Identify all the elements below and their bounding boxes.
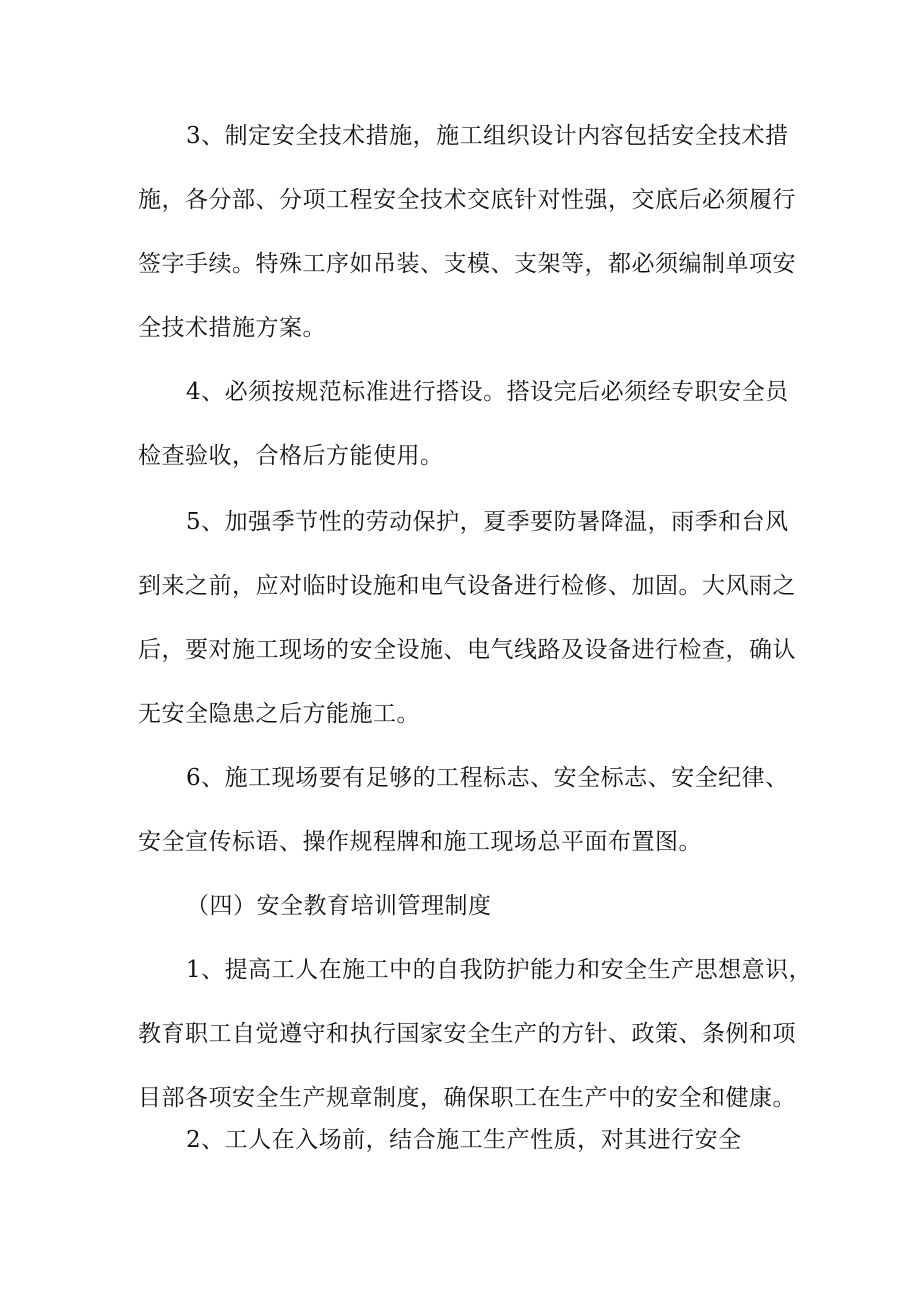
paragraph-5-line-2: 到来之前，应对临时设施和电气设备进行检修、加固。大风雨之 xyxy=(138,573,796,599)
paragraph-6-line-2: 安全宣传标语、操作规程牌和施工现场总平面布置图。 xyxy=(138,829,702,855)
paragraph-3-line-2: 施，各分部、分项工程安全技术交底针对性强，交底后必须履行 xyxy=(138,187,796,213)
paragraph-1-line-2: 教育职工自觉遵守和执行国家安全生产的方针、政策、条例和项 xyxy=(138,1021,796,1047)
paragraph-3-line-1: 3、制定安全技术措施，施工组织设计内容包括安全技术措 xyxy=(186,123,789,149)
paragraph-5-line-3: 后，要对施工现场的安全设施、电气线路及设备进行检查，确认 xyxy=(138,637,796,663)
paragraph-1-line-1: 1、提高工人在施工中的自我防护能力和安全生产思想意识， xyxy=(186,957,813,983)
section-heading: （四）安全教育培训管理制度 xyxy=(186,893,492,919)
paragraph-3-line-3: 签字手续。特殊工序如吊装、支模、支架等，都必须编制单项安 xyxy=(138,251,796,277)
paragraph-2-line-1: 2、工人在入场前，结合施工生产性质，对其进行安全 xyxy=(186,1127,742,1153)
paragraph-6-line-1: 6、施工现场要有足够的工程标志、安全标志、安全纪律、 xyxy=(186,765,789,791)
paragraph-1-line-3: 目部各项安全生产规章制度，确保职工在生产中的安全和健康。 xyxy=(138,1085,796,1111)
paragraph-4-line-1: 4、必须按规范标准进行搭设。搭设完后必须经专职安全员 xyxy=(186,379,789,405)
paragraph-5-line-1: 5、加强季节性的劳动保护，夏季要防暑降温，雨季和台风 xyxy=(186,509,789,535)
paragraph-3-line-4: 全技术措施方案。 xyxy=(138,315,326,341)
paragraph-5-line-4: 无安全隐患之后方能施工。 xyxy=(138,701,420,727)
paragraph-4-line-2: 检查验收，合格后方能使用。 xyxy=(138,443,444,469)
